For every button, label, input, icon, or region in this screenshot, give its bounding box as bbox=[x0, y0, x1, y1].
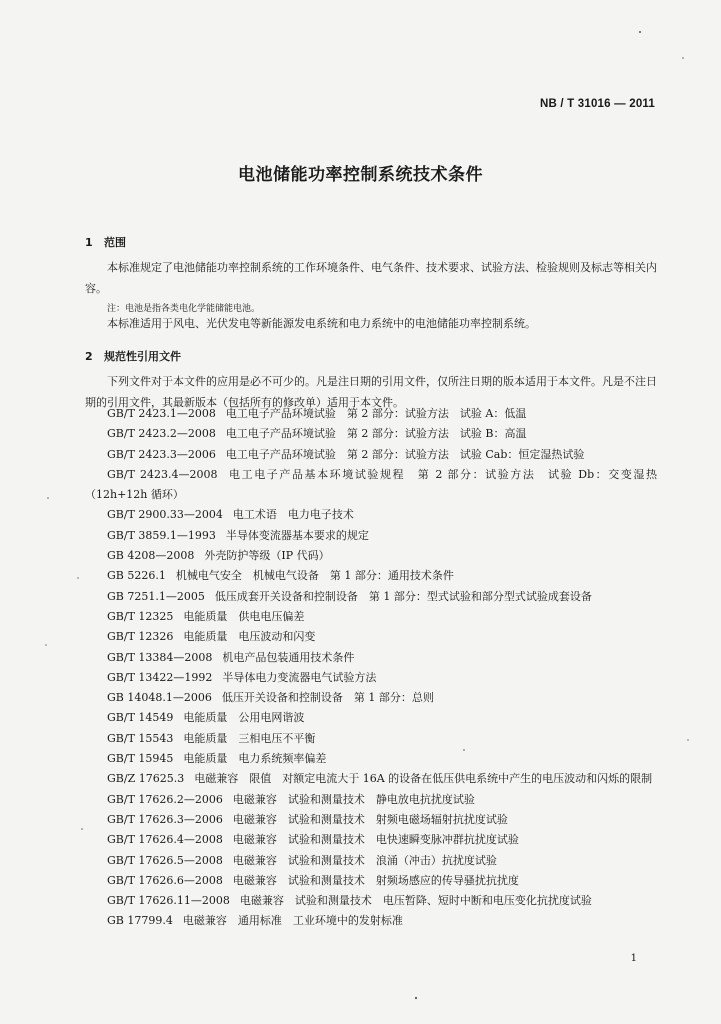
scope-note: 注：电池是指各类电化学能储能电池。 bbox=[107, 304, 261, 314]
reference-item: GB/T 17626.11—2008 电磁兼容 试验和测量技术 电压暂降、短时中断和电压变化抗扰度试验 bbox=[107, 894, 592, 908]
reference-item: GB/T 15945 电能质量 电力系统频率偏差 bbox=[107, 752, 327, 766]
reference-item: GB/T 2900.33—2004 电工术语 电力电子技术 bbox=[107, 508, 354, 522]
reference-item: GB 14048.1—2006 低压开关设备和控制设备 第 1 部分：总则 bbox=[107, 691, 434, 705]
reference-item: GB 5226.1 机械电气安全 机械电气设备 第 1 部分：通用技术条件 bbox=[107, 569, 454, 583]
reference-item: GB/T 2423.3—2006 电工电子产品环境试验 第 2 部分：试验方法 试验 Cab：恒定湿热试验 bbox=[107, 447, 585, 461]
reference-item: GB/T 2423.1—2008 电工电子产品环境试验 第 2 部分：试验方法 试验 A：低温 bbox=[107, 407, 527, 420]
section-2-title: 规范性引用文件 bbox=[104, 350, 181, 363]
reference-item: GB/Z 17625.3 电磁兼容 限值 对额定电流大于 16A 的设备在低压供电系统中产生的电压波动和闪烁的限制 bbox=[107, 772, 653, 786]
reference-item: GB 4208—2008 外壳防护等级（IP 代码） bbox=[107, 549, 330, 563]
reference-item: GB/T 2423.4—2008 电工电子产品基本环境试验规程 第 2 部分：试验方法 试验 Db：交变湿热（12h+12h 循环） bbox=[85, 467, 657, 502]
reference-item: GB/T 14549 电能质量 公用电网谐波 bbox=[107, 711, 305, 725]
reference-item: GB/T 17626.4—2008 电磁兼容 试验和测量技术 电快速瞬变脉冲群抗扰度试验 bbox=[107, 833, 519, 847]
reference-item: GB/T 2423.2—2008 电工电子产品环境试验 第 2 部分：试验方法 试验 B：高温 bbox=[107, 427, 527, 441]
reference-item: GB/T 17626.2—2006 电磁兼容 试验和测量技术 静电放电抗扰度试验 bbox=[107, 792, 475, 806]
reference-item: GB/T 12326 电能质量 电压波动和闪变 bbox=[107, 630, 316, 644]
section-1-heading bbox=[85, 234, 126, 250]
reference-item: GB 7251.1—2005 低压成套开关设备和控制设备 第 1 部分：型式试验和部分型式试验成套设备 bbox=[107, 589, 592, 603]
reference-item: GB/T 12325 电能质量 供电电压偏差 bbox=[107, 609, 305, 623]
references-intro: 下列文件对于本文件的应用是必不可少的。凡是注日期的引用文件，仅所注日期的版本适用于本文件。凡是不注日期的引用文件，其最新版本（包括所有的修改单）适用于本文件。 bbox=[85, 375, 657, 409]
reference-item: GB/T 13384—2008 机电产品包装通用技术条件 bbox=[107, 650, 355, 664]
reference-item: GB/T 13422—1992 半导体电力变流器电气试验方法 bbox=[107, 670, 377, 684]
reference-list bbox=[85, 404, 657, 932]
reference-item: GB/T 3859.1—1993 半导体变流器基本要求的规定 bbox=[107, 528, 369, 542]
scope-paragraph: 本标准规定了电池储能功率控制系统的工作环境条件、电气条件、技术要求、试验方法、检验规则及标志等相关内容。 bbox=[85, 261, 657, 295]
section-2-number: 2 bbox=[85, 350, 93, 363]
section-2-heading bbox=[85, 348, 181, 364]
section-1-title: 范围 bbox=[104, 236, 126, 249]
reference-item: GB 17799.4 电磁兼容 通用标准 工业环境中的发射标准 bbox=[107, 914, 403, 928]
page-number: 1 bbox=[630, 953, 637, 964]
reference-item: GB/T 17626.6—2008 电磁兼容 试验和测量技术 射频场感应的传导骚扰抗扰度 bbox=[107, 873, 519, 887]
reference-item: GB/T 17626.3—2006 电磁兼容 试验和测量技术 射频电磁场辐射抗扰度试验 bbox=[107, 812, 508, 826]
section-1-number: 1 bbox=[85, 236, 93, 249]
document-title: 电池储能功率控制系统技术条件 bbox=[238, 165, 483, 185]
scope-applicability: 本标准适用于风电、光伏发电等新能源发电系统和电力系统中的电池储能功率控制系统。 bbox=[107, 317, 536, 330]
reference-item: GB/T 17626.5—2008 电磁兼容 试验和测量技术 浪涌（冲击）抗扰度试验 bbox=[107, 853, 497, 867]
reference-item: GB/T 15543 电能质量 三相电压不平衡 bbox=[107, 731, 316, 745]
standard-code: NB / T 31016 — 2011 bbox=[539, 98, 655, 110]
